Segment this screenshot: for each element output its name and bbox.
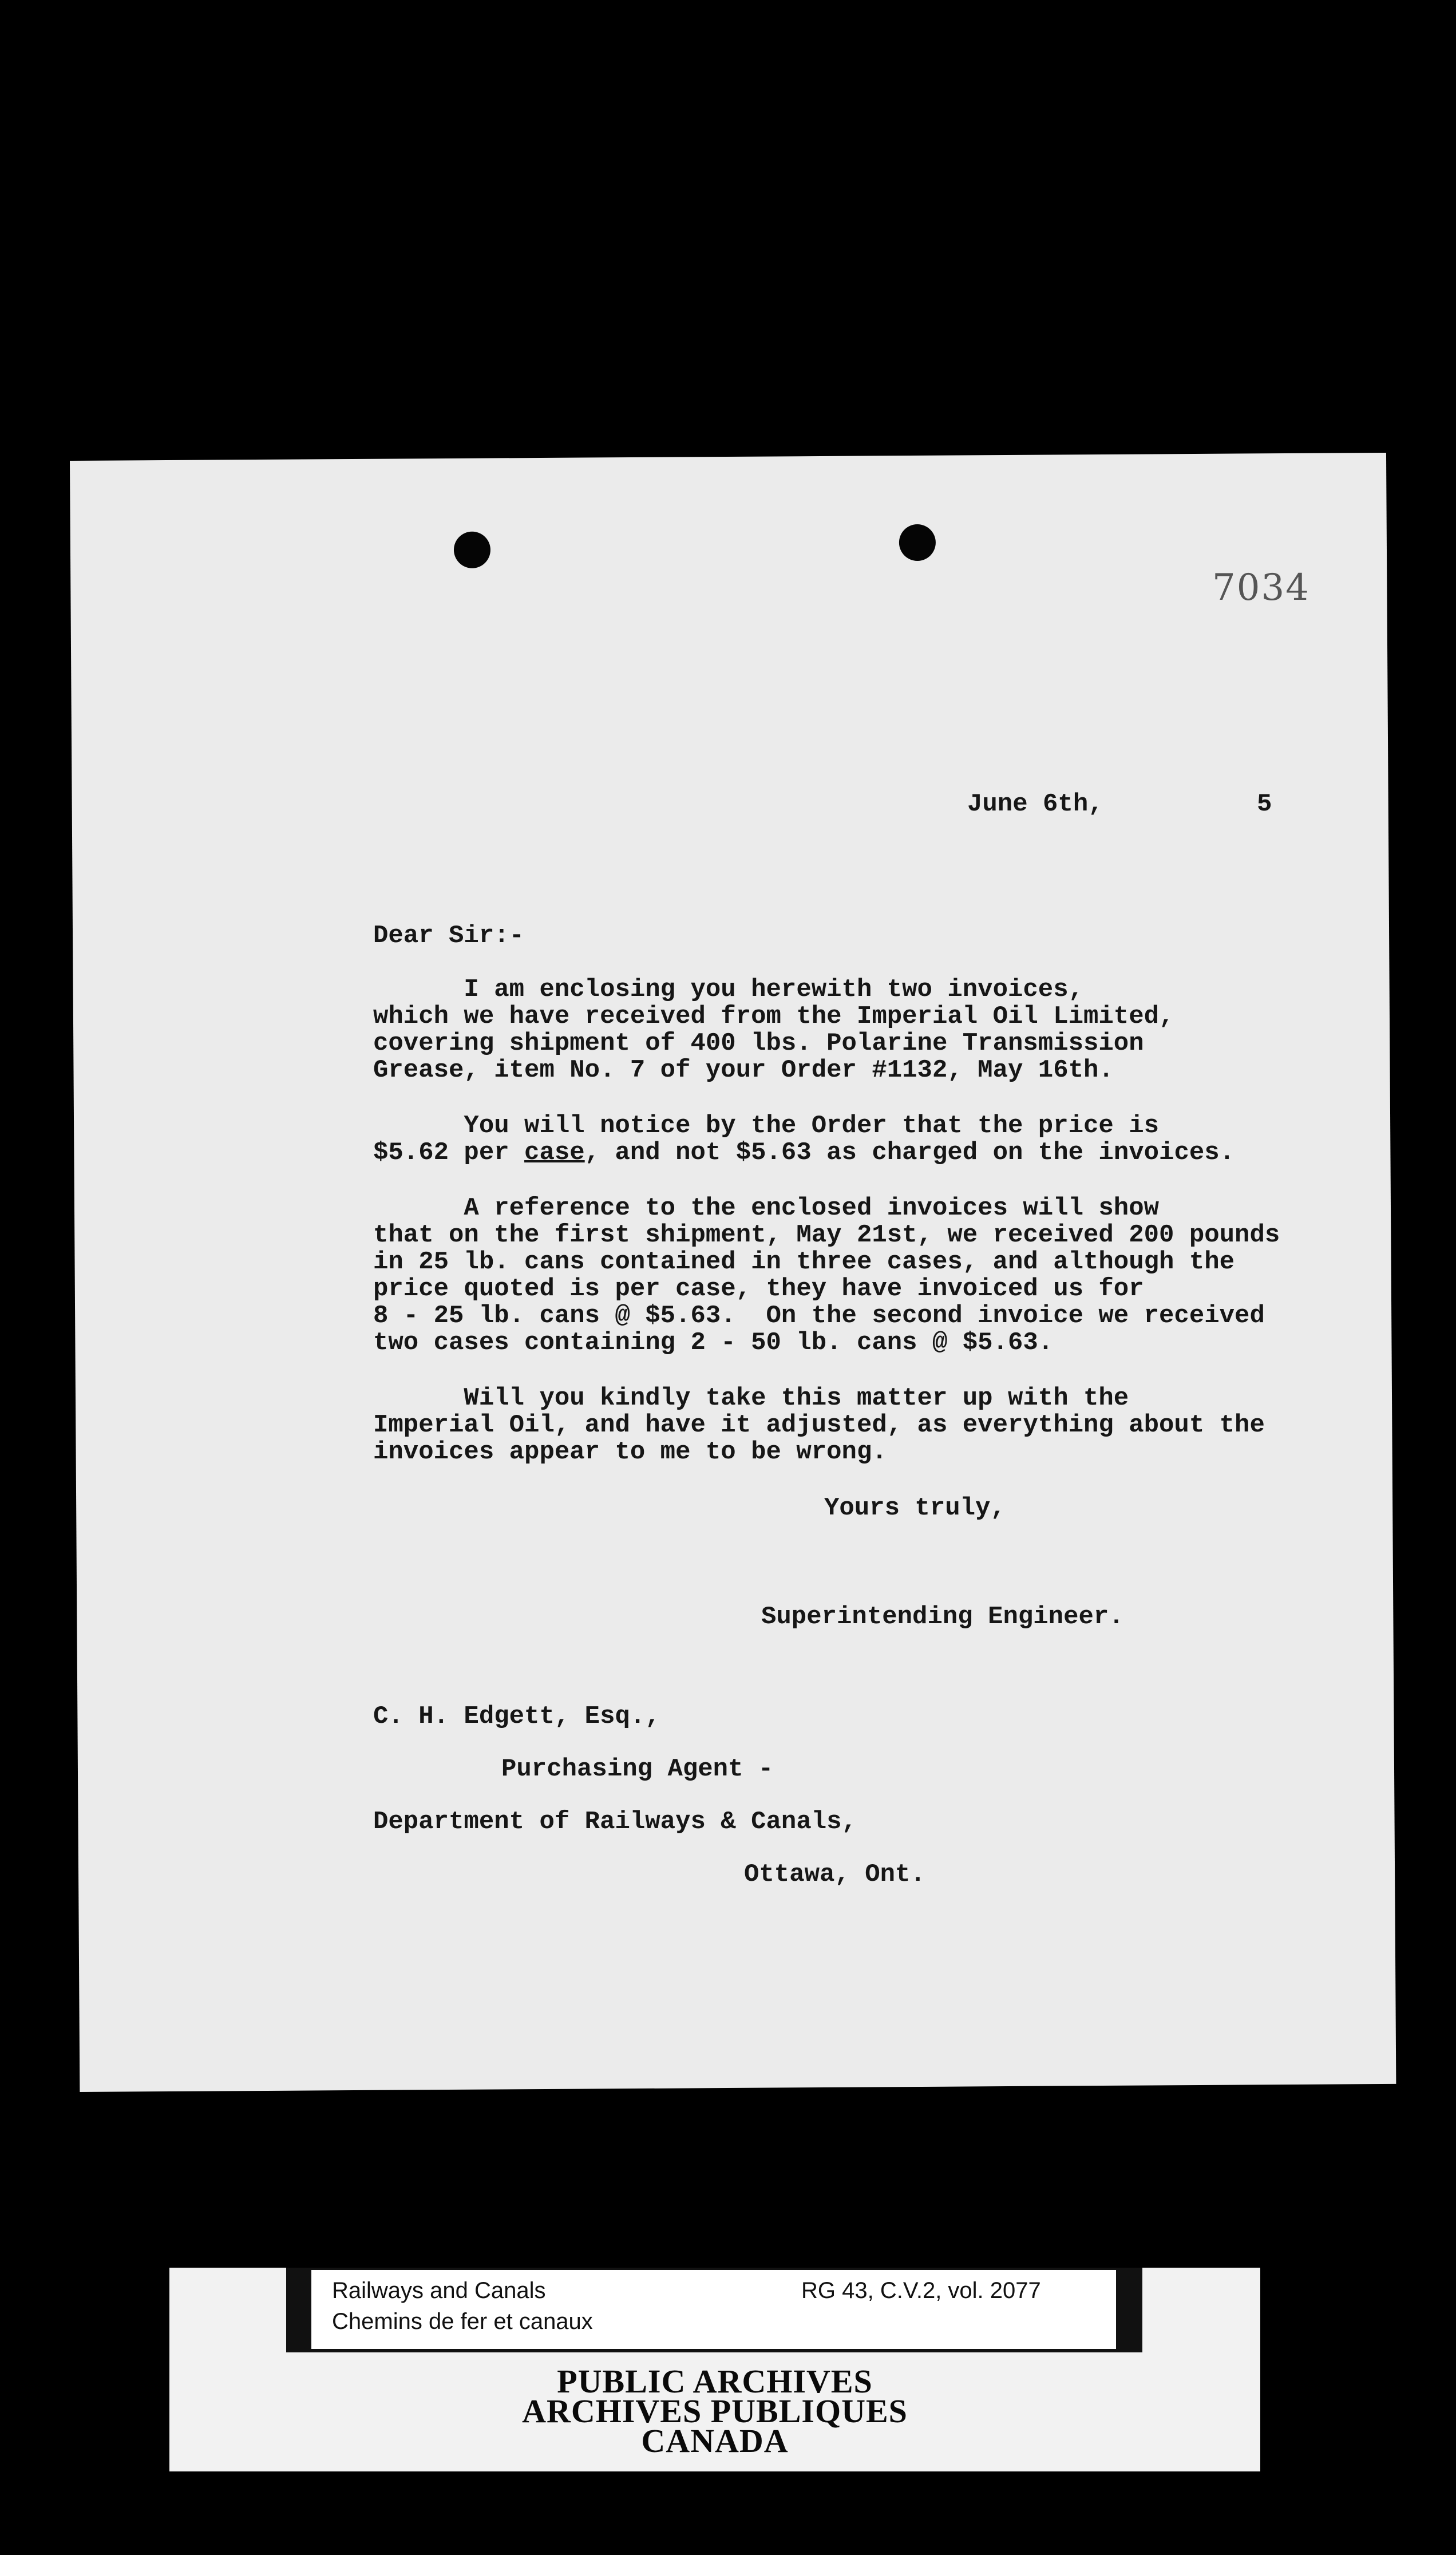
archive-reference: RG 43, C.V.2, vol. 2077 xyxy=(801,2278,1041,2303)
paragraph-line: Grease, item No. 7 of your Order #1132, May 16th. xyxy=(373,1056,1114,1085)
paragraph-3 xyxy=(373,1195,1280,1356)
paragraph-line: covering shipment of 400 lbs. Polarine Transmission xyxy=(373,1029,1144,1058)
paragraph-line: You will notice by the Order that the price is xyxy=(373,1112,1160,1140)
price-text-after: , and not $5.63 as charged on the invoices. xyxy=(584,1138,1235,1167)
date-suffix: 5 xyxy=(1257,790,1272,818)
paragraph-line: invoices appear to me to be wrong. xyxy=(373,1438,887,1466)
paragraph-line: 8 - 25 lb. cans @ $5.63. On the second invoice we received xyxy=(373,1302,1265,1330)
signature-title: Superintending Engineer. xyxy=(761,1603,1124,1631)
paragraph-line: I am enclosing you herewith two invoices, xyxy=(373,975,1084,1004)
salutation: Dear Sir:- xyxy=(373,921,525,950)
paragraph-line: price quoted is per case, they have invoiced us for xyxy=(373,1275,1144,1303)
paragraph-line: A reference to the enclosed invoices will show xyxy=(373,1194,1160,1223)
addressee-department: Department of Railways & Canals, xyxy=(373,1808,857,1836)
paragraph-4 xyxy=(373,1385,1265,1466)
punch-hole-left xyxy=(454,532,490,568)
underlined-word: case xyxy=(524,1138,585,1167)
date-line: June 6th, xyxy=(967,790,1103,818)
paragraph-line: in 25 lb. cans contained in three cases, and although the xyxy=(373,1248,1235,1276)
paragraph-2 xyxy=(373,1113,1235,1166)
institution-english: PUBLIC ARCHIVES xyxy=(557,2363,873,2400)
institution-french: ARCHIVES PUBLIQUES xyxy=(522,2392,908,2430)
addressee-name: C. H. Edgett, Esq., xyxy=(373,1702,660,1731)
punch-hole-right xyxy=(899,524,936,561)
paragraph-line: that on the first shipment, May 21st, we received 200 pounds xyxy=(373,1221,1280,1249)
series-english: Railways and Canals xyxy=(332,2278,546,2303)
institution-country: CANADA xyxy=(641,2422,789,2459)
price-line xyxy=(373,1140,1235,1166)
series-french: Chemins de fer et canaux xyxy=(332,2309,593,2334)
closing: Yours truly, xyxy=(824,1494,1006,1522)
addressee-city: Ottawa, Ont. xyxy=(744,1860,925,1889)
price-text-before: $5.62 per xyxy=(373,1138,525,1167)
paragraph-line: two cases containing 2 - 50 lb. cans @ $5.63. xyxy=(373,1328,1054,1357)
paragraph-1 xyxy=(373,976,1174,1084)
paragraph-line: which we have received from the Imperial Oil Limited, xyxy=(373,1002,1174,1031)
addressee-title: Purchasing Agent - xyxy=(501,1755,774,1783)
paragraph-line: Will you kindly take this matter up with the xyxy=(373,1384,1129,1413)
folio-number: 7034 xyxy=(1212,567,1310,609)
paragraph-line: Imperial Oil, and have it adjusted, as everything about the xyxy=(373,1411,1265,1439)
